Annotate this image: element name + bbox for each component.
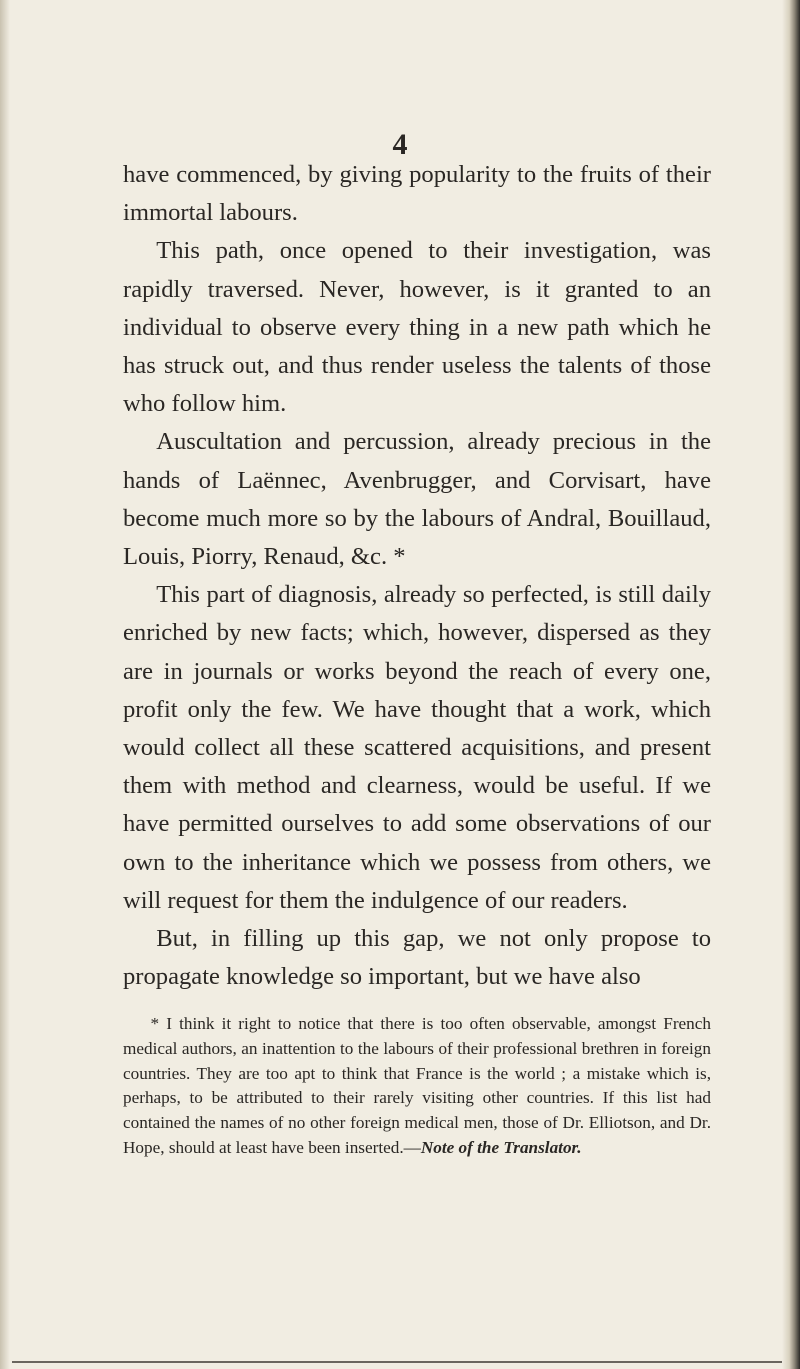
binding-shadow bbox=[0, 0, 10, 1369]
paragraph-path: This path, once opened to their investigation, was rapidly traversed. Never, however, is it granted to an individual to observe every thing in a new path which he has struck out, and thus render useless the talents of those who follow him. bbox=[123, 237, 711, 418]
footnote-signature: Note of the Translator. bbox=[420, 1137, 582, 1157]
page-number: 4 bbox=[392, 128, 408, 161]
paragraph-diagnosis: This part of diagnosis, already so perfected, is still daily enriched by new facts; which, however, dispersed as they are in journals or works beyond the reach of every one, profit only the few. We have thought that a work, which would collect all these scattered acquisitions, and present them with method and clearness, would be useful. If we have permitted ourselves to add some observations of our own to the inheritance which we possess from others, we will request for them the indulgence of our readers. bbox=[123, 581, 711, 914]
main-text bbox=[123, 156, 711, 996]
bottom-rule bbox=[12, 1361, 782, 1363]
paragraph-auscultation: Auscultation and percussion, already precious in the hands of Laënnec, Avenbrugger, and Corvisart, have become much more so by the labours of Andral, Bouillaud, Louis, Piorry, Renaud, &c. * bbox=[123, 428, 711, 571]
footnote-text: * I think it right to notice that there is too often observable, amongst French medical authors, an inattention to the labours of their professional brethren in foreign countries. They are too apt to think that France is the world ; a mistake which is, perhaps, to be attributed to their rarely visiting other countries. If this list had contained the names of no other foreign medical men, those of Dr. Elliotson, and Dr. Hope, should at least have been inserted.— bbox=[123, 1014, 711, 1157]
page-edge bbox=[782, 0, 800, 1369]
paragraph-continuation: have commenced, by giving popularity to the fruits of their immortal labours. bbox=[123, 161, 711, 227]
paragraph-gap: But, in filling up this gap, we not only propose to propagate knowledge so important, but we have also bbox=[123, 925, 711, 991]
footnote bbox=[123, 1012, 711, 1161]
